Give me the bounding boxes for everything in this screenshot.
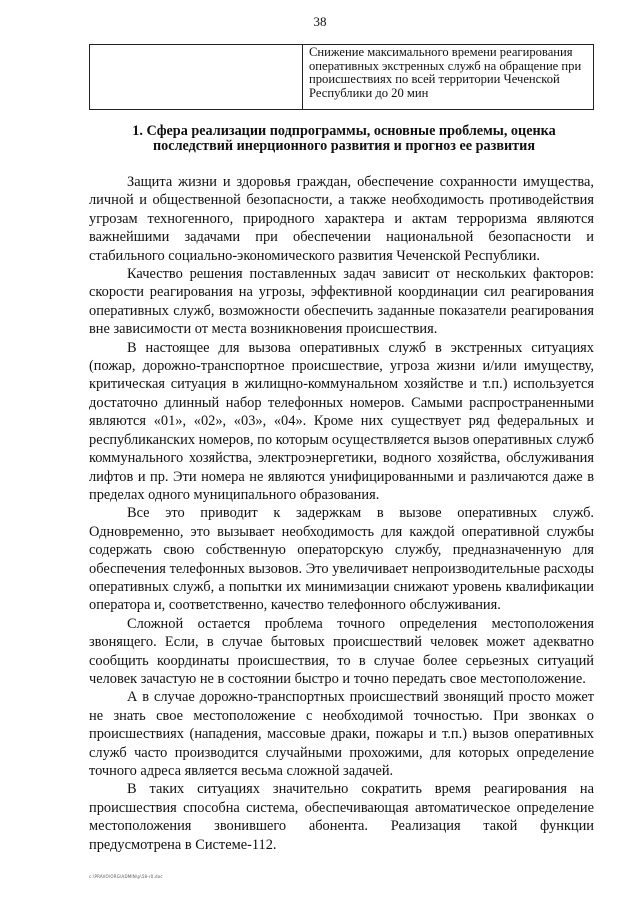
paragraph-7: В таких ситуациях значительно сократить время реагирования на происшествия способна система, обеспечивающая автоматическое определение местоположения звонившего абонента. Реализация такой функции предусмотрена в Системе-112. [89, 781, 594, 853]
body-text [89, 173, 594, 854]
paragraph-5: Сложной остается проблема точного определения местоположения звонящего. Если, в случае бытовых происшествий человек может адекватно сообщить координаты происшествия, то в случае более серьезных ситуаций человек зачастую не в состоянии быстро и точно передать свое местоположение. [89, 615, 594, 687]
page-number: 38 [313, 14, 327, 29]
table-cell-right: Снижение максимального времени реагирования оперативных экстренных служб на обращение при происшествиях по всей территории Чеченской Республики до 20 мин [303, 45, 594, 110]
paragraph-6: А в случае дорожно-транспортных происшествий звонящий просто может не знать свое местоположение с необходимой точностью. При звонках о происшествиях (нападения, массовые драки, пожары и т.п.) вызов оперативных служб часто производится случайными прохожими, для которых определение точного адреса является весьма сложной задачей. [89, 689, 594, 779]
paragraph-1: Защита жизни и здоровья граждан, обеспечение сохранности имущества, личной и общественной безопасности, а также необходимость противодействия угрозам техногенного, природного характера и актам терроризма являются важнейшими задачами при обеспечении национальной безопасности и стабильного социально-экономического развития Чеченской Республики. [89, 174, 594, 264]
table-cell-left [90, 45, 303, 110]
paragraph-4: Все это приводит к задержкам в вызове оперативных служб. Одновременно, это вызывает необходимость для каждой оперативной службы содержать свою собственную операторскую службу, предназначенную для обеспечения телефонных вызовов. Это увеличивает непроизводительные расходы оперативных служб, а попытки их минимизации снижают уровень квалификации оператора и, соответственно, качество телефонного обслуживания. [89, 505, 594, 614]
section-heading: 1. Сфера реализации подпрограммы, основные проблемы, оценка последствий инерционного развития и прогноз ее развития [132, 123, 556, 154]
table-row [90, 45, 594, 110]
paragraph-2: Качество решения поставленных задач зависит от нескольких факторов: скорости реагирования на угрозы, эффективной координации сил реагирования оперативных служб, возможности обеспечить заданные показатели реагирования вне зависимости от места возникновения происшествия. [89, 266, 594, 338]
footer-file-code: c:\PRAVO\ORG\ADMIN\p\58-r0.doc [89, 874, 163, 879]
goals-table [89, 44, 594, 110]
paragraph-3: В настоящее для вызова оперативных служб в экстренных ситуациях (пожар, дорожно-транспортное происшествие, угроза жизни и/или имуществу, критическая ситуация в жилищно-коммунальном хозяйстве и т.п.) используется достаточно длинный набор телефонных номеров. Самыми распространенными являются «01», «02», «03», «04». Кроме них существует ряд федеральных и республиканских номеров, по которым осуществляется вызов оперативных служб коммунального хозяйства, электроэнергетики, водного хозяйства, обслуживания лифтов и пр. Эти номера не являются унифицированными и различаются даже в пределах одного муниципального образования. [89, 339, 594, 503]
